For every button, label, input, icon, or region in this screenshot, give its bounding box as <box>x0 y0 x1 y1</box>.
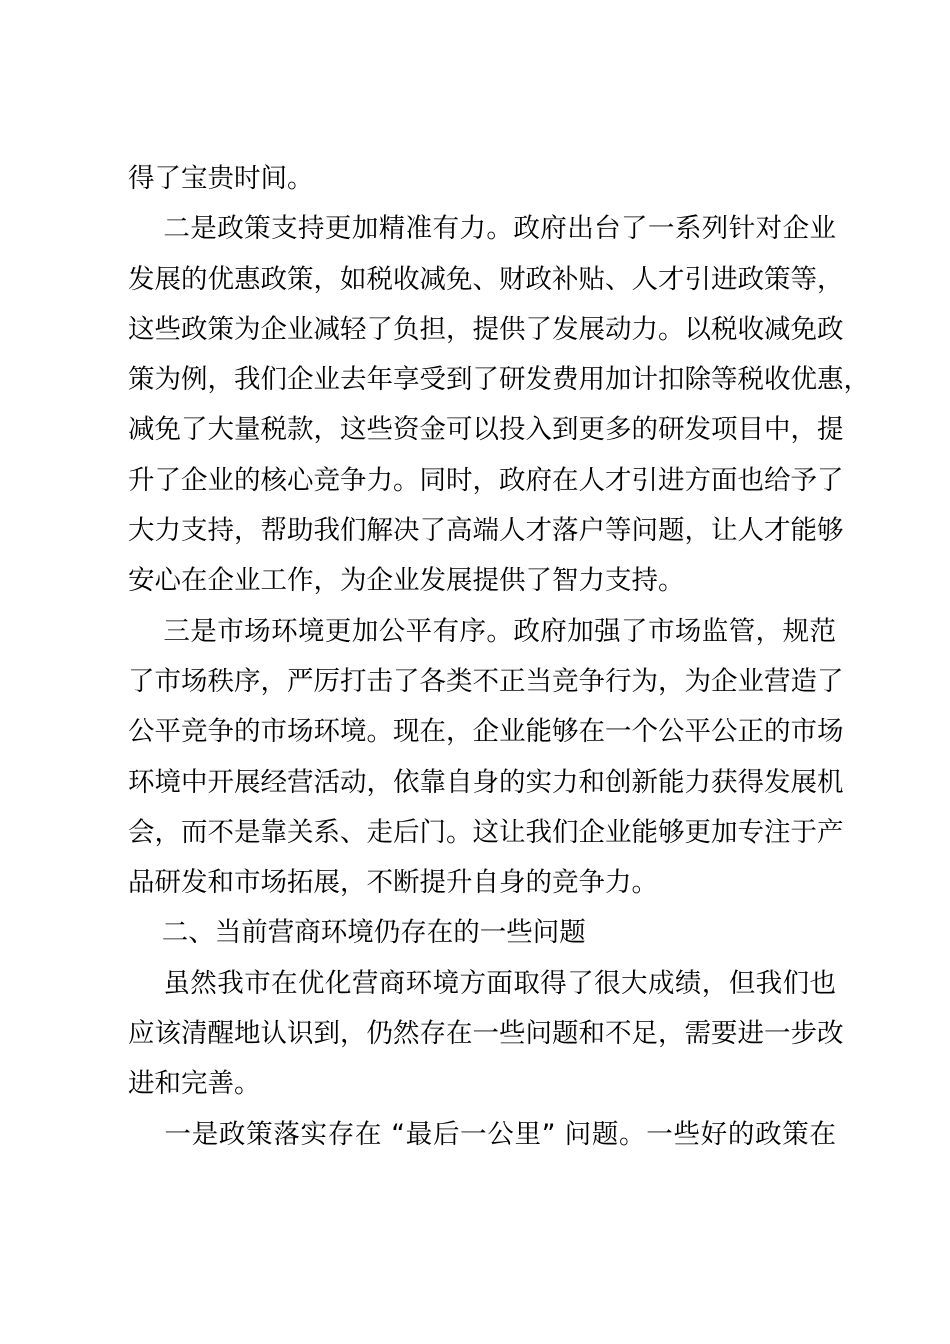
text-line-19: 进和完善。 <box>128 1068 261 1100</box>
text-line-13: 环境中开展经营活动，依靠自身的实力和创新能力获得发展机 <box>128 766 844 798</box>
text-line-7: 升了企业的核心竞争力。同时，政府在人才引进方面也给予了 <box>128 464 844 496</box>
body-text <box>128 154 870 1160</box>
text-line-10: 三是市场环境更加公平有序。政府加强了市场监管，规范 <box>128 615 836 647</box>
text-line-20: 一是政策落实存在 “最后一公里” 问题。一些好的政策在 <box>128 1118 836 1150</box>
text-line-1: 得了宝贵时间。 <box>128 163 314 194</box>
text-line-12: 公平竞争的市场环境。现在，企业能够在一个公平公正的市场 <box>128 716 844 748</box>
text-line-18: 应该清醒地认识到，仍然存在一些问题和不足，需要进一步改 <box>128 1018 844 1050</box>
text-line-6: 减免了大量税款，这些资金可以投入到更多的研发项目中，提 <box>128 414 844 446</box>
section-heading: 二、当前营商环境仍存在的一些问题 <box>128 917 586 949</box>
text-line-2: 二是政策支持更加精准有力。政府出台了一系列针对企业 <box>128 213 836 245</box>
text-line-4: 这些政策为企业减轻了负担，提供了发展动力。以税收减免政 <box>128 313 844 345</box>
text-line-8: 大力支持，帮助我们解决了高端人才落户等问题，让人才能够 <box>128 515 844 547</box>
text-line-14: 会，而不是靠关系、走后门。这让我们企业能够更加专注于产 <box>128 816 844 848</box>
text-line-3: 发展的优惠政策，如税收减免、财政补贴、人才引进政策等， <box>128 263 844 295</box>
text-line-5: 策为例，我们企业去年享受到了研发费用加计扣除等税收优惠， <box>128 364 870 396</box>
text-line-9: 安心在企业工作，为企业发展提供了智力支持。 <box>128 565 685 597</box>
text-line-11: 了市场秩序，严厉打击了各类不正当竞争行为，为企业营造了 <box>128 665 844 697</box>
text-line-17: 虽然我市在优化营商环境方面取得了很大成绩，但我们也 <box>128 967 836 999</box>
text-line-15: 品研发和市场拓展，不断提升自身的竞争力。 <box>128 867 658 899</box>
